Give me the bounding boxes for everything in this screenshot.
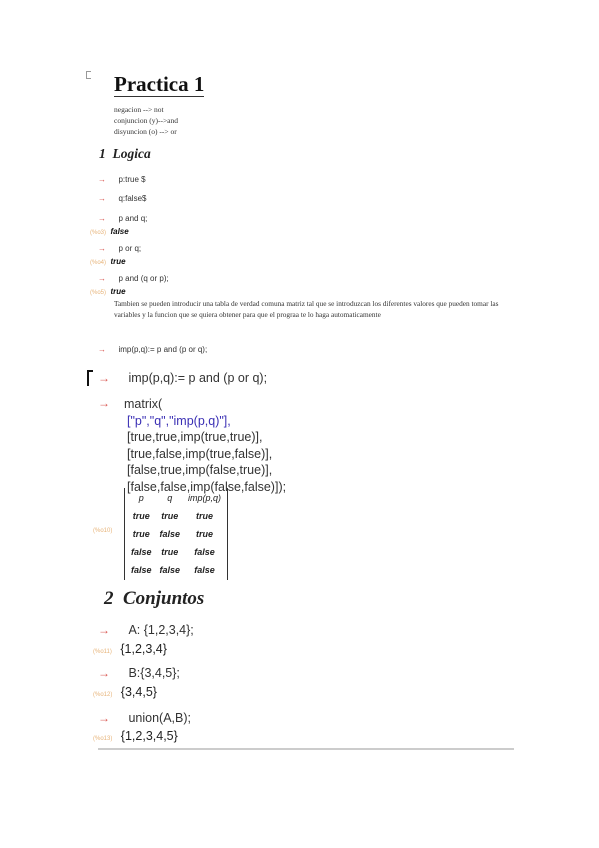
cell-input[interactable]: p:true $ xyxy=(118,175,146,184)
output-cell xyxy=(93,640,167,658)
output-label: (%o5) xyxy=(90,290,107,296)
arrow-icon: → xyxy=(98,396,110,410)
matrix-cell: true xyxy=(161,511,179,521)
cell-input[interactable]: imp(p,q):= p and (p or q); xyxy=(128,371,268,385)
matrix-cell: false xyxy=(194,547,215,557)
arrow-icon: → xyxy=(98,623,110,637)
cell-output: {3,4,5} xyxy=(120,685,157,699)
matrix-cell: true xyxy=(196,511,214,521)
cell-output: true xyxy=(110,257,126,266)
matrix-row xyxy=(127,561,225,579)
section-number: 2 xyxy=(104,588,114,609)
matrix-row xyxy=(127,543,225,561)
intro-text xyxy=(114,104,178,137)
matrix-cell: false xyxy=(159,529,181,539)
arrow-icon: → xyxy=(98,244,106,253)
matrix-cell: false xyxy=(194,565,215,575)
matrix-cell: false xyxy=(159,565,181,575)
matrix-input[interactable] xyxy=(124,396,286,495)
section-heading xyxy=(104,588,204,610)
matrix-row xyxy=(127,525,225,543)
intro-line: disyuncion (o) --> or xyxy=(114,127,177,136)
page-divider xyxy=(98,748,514,750)
matrix-row xyxy=(127,507,225,525)
matrix-output xyxy=(124,488,228,580)
cell-input[interactable]: A: {1,2,3,4}; xyxy=(128,623,194,637)
paragraph: Tambien se pueden introducir una tabla de verdad comuna matriz tal que se introduzcan los diferentes valores que pueden tomar las variables y la funcion que se quiera obtener para que el prograa te lo haga automaticamente xyxy=(114,299,499,319)
arrow-icon: → xyxy=(98,214,106,223)
code-line: [true,false,imp(true,false)], xyxy=(127,446,273,461)
input-cell[interactable] xyxy=(98,664,180,682)
matrix-row xyxy=(127,489,225,507)
input-cell[interactable] xyxy=(98,188,146,206)
output-label: (%o4) xyxy=(90,260,107,266)
output-cell xyxy=(90,221,129,239)
cell-input[interactable]: p or q; xyxy=(118,244,142,253)
code-line: [false,true,imp(false,true)], xyxy=(127,463,273,477)
cell-input[interactable]: imp(p,q):= p and (p or q); xyxy=(118,345,208,354)
cell-input[interactable]: B:{3,4,5}; xyxy=(128,666,180,680)
section-title: Logica xyxy=(112,146,151,161)
cell-output: {1,2,3,4} xyxy=(120,642,167,656)
output-label: (%o12) xyxy=(93,692,113,698)
matrix-cell: true xyxy=(132,529,150,539)
output-cell xyxy=(90,251,126,269)
code-line: [true,true,imp(true,true)], xyxy=(127,430,263,444)
matrix-table xyxy=(127,489,225,579)
input-cell[interactable] xyxy=(98,339,207,357)
matrix-cell: false xyxy=(131,547,152,557)
section-heading xyxy=(99,146,151,162)
arrow-icon: → xyxy=(98,194,106,203)
input-cell[interactable] xyxy=(98,369,267,387)
cell-input[interactable]: p and q; xyxy=(118,214,148,223)
output-label: (%o13) xyxy=(93,736,113,742)
output-label: (%o3) xyxy=(90,230,107,236)
matrix-cell: true xyxy=(196,529,214,539)
arrow-icon: → xyxy=(98,371,110,385)
matrix-cell: true xyxy=(161,547,179,557)
output-label: (%o10) xyxy=(93,528,113,534)
collapse-icon[interactable] xyxy=(86,71,91,79)
input-cell[interactable] xyxy=(98,169,146,187)
section-number: 1 xyxy=(99,146,106,161)
code-line: ["p","q","imp(p,q)"], xyxy=(127,413,231,428)
arrow-icon: → xyxy=(98,274,106,283)
output-cell xyxy=(90,281,126,299)
matrix-input-cell[interactable] xyxy=(98,396,110,414)
cell-input[interactable]: union(A,B); xyxy=(128,711,191,725)
matrix-cell: false xyxy=(131,565,152,575)
code-line: [false,false,imp(false,false)]); xyxy=(127,479,287,494)
intro-line: negacion --> not xyxy=(114,105,164,114)
matrix-cell: imp(p,q) xyxy=(188,493,222,503)
cell-output: false xyxy=(110,227,129,236)
input-cell[interactable] xyxy=(98,621,194,639)
cell-output: true xyxy=(110,287,126,296)
code-line: matrix( xyxy=(124,397,163,411)
output-cell xyxy=(93,727,178,745)
arrow-icon: → xyxy=(98,345,106,354)
matrix-cell: q xyxy=(167,493,173,503)
intro-line: conjuncion (y)-->and xyxy=(114,116,178,125)
matrix-cell: true xyxy=(132,511,150,521)
input-cell[interactable] xyxy=(98,709,191,727)
section-title: Conjuntos xyxy=(123,588,205,609)
cell-cursor-icon xyxy=(87,370,93,386)
page-title: Practica 1 xyxy=(114,72,205,96)
matrix-cell: p xyxy=(138,493,144,503)
output-label: (%o11) xyxy=(93,649,112,655)
arrow-icon: → xyxy=(98,175,106,184)
cell-input[interactable]: q:false$ xyxy=(118,194,147,203)
output-cell xyxy=(93,683,157,701)
arrow-icon: → xyxy=(98,666,110,680)
cell-input[interactable]: p and (q or p); xyxy=(118,274,169,283)
arrow-icon: → xyxy=(98,711,110,725)
cell-output: {1,2,3,4,5} xyxy=(120,729,178,743)
